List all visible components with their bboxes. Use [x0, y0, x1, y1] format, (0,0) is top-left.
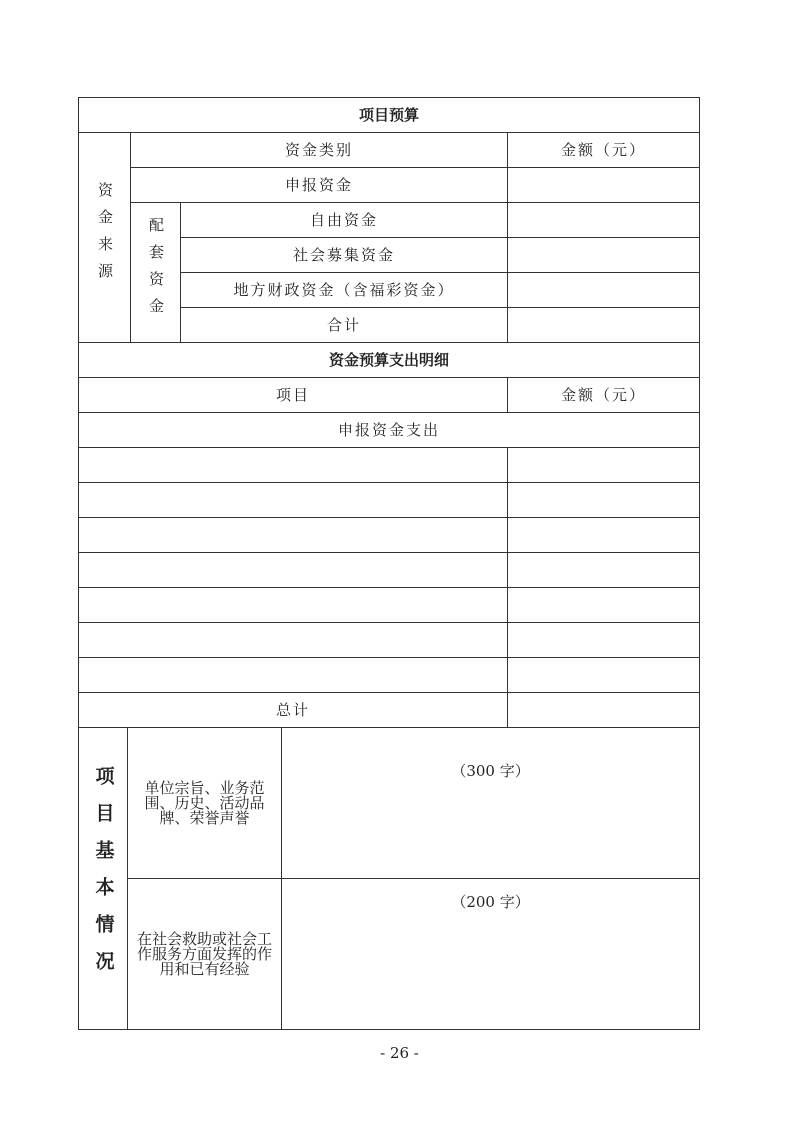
fund-amount-header: 金额（元）	[508, 133, 700, 168]
own-funds-amount-cell[interactable]	[508, 203, 700, 238]
matching-funds-label-cell	[131, 203, 181, 343]
matching-subtotal-label: 合计	[181, 308, 508, 343]
matching-funds-label: 配套资金	[147, 217, 165, 325]
table-row	[79, 588, 700, 623]
own-funds-label: 自由资金	[181, 203, 508, 238]
table-row	[79, 553, 700, 588]
expense-amount-cell[interactable]	[508, 588, 700, 623]
expense-amount-cell[interactable]	[508, 483, 700, 518]
expense-item-cell[interactable]	[79, 623, 508, 658]
expense-item-cell[interactable]	[79, 588, 508, 623]
applied-funds-amount-cell[interactable]	[508, 168, 700, 203]
applied-expense-label: 申报资金支出	[79, 413, 700, 448]
local-fiscal-funds-amount-cell[interactable]	[508, 273, 700, 308]
table-row	[79, 658, 700, 693]
expense-amount-cell[interactable]	[508, 448, 700, 483]
expense-item-cell[interactable]	[79, 518, 508, 553]
expense-amount-cell[interactable]	[508, 518, 700, 553]
expense-item-cell[interactable]	[79, 483, 508, 518]
mission-scope-input[interactable]: （300 字）	[282, 728, 700, 879]
budget-form-table	[78, 97, 700, 1030]
table-row	[79, 448, 700, 483]
table-row	[79, 623, 700, 658]
basic-info-label-cell	[79, 728, 128, 1030]
budget-section-title: 项目预算	[79, 98, 700, 133]
expense-detail-title: 资金预算支出明细	[79, 343, 700, 378]
expense-item-cell[interactable]	[79, 448, 508, 483]
expense-item-cell[interactable]	[79, 658, 508, 693]
fund-source-label: 资金来源	[96, 182, 114, 290]
basic-info-label: 项目基本情况	[92, 766, 115, 988]
expense-item-cell[interactable]	[79, 553, 508, 588]
expense-amount-header: 金额（元）	[508, 378, 700, 413]
experience-label: 在社会救助或社会工作服务方面发挥的作用和已有经验	[128, 879, 282, 1030]
applied-funds-label: 申报资金	[131, 168, 508, 203]
mission-scope-label: 单位宗旨、业务范围、历史、活动品牌、荣誉声誉	[128, 728, 282, 879]
expense-total-amount-cell[interactable]	[508, 693, 700, 728]
expense-amount-cell[interactable]	[508, 553, 700, 588]
table-row	[79, 518, 700, 553]
social-funds-amount-cell[interactable]	[508, 238, 700, 273]
page-number: - 26 -	[380, 1044, 419, 1062]
expense-amount-cell[interactable]	[508, 623, 700, 658]
local-fiscal-funds-label: 地方财政资金（含福彩资金）	[181, 273, 508, 308]
matching-subtotal-amount-cell[interactable]	[508, 308, 700, 343]
fund-category-header: 资金类别	[131, 133, 508, 168]
fund-source-label-cell	[79, 133, 131, 343]
expense-total-label: 总计	[79, 693, 508, 728]
experience-input[interactable]: （200 字）	[282, 879, 700, 1030]
expense-item-header: 项目	[79, 378, 508, 413]
social-funds-label: 社会募集资金	[181, 238, 508, 273]
table-row	[79, 483, 700, 518]
expense-amount-cell[interactable]	[508, 658, 700, 693]
